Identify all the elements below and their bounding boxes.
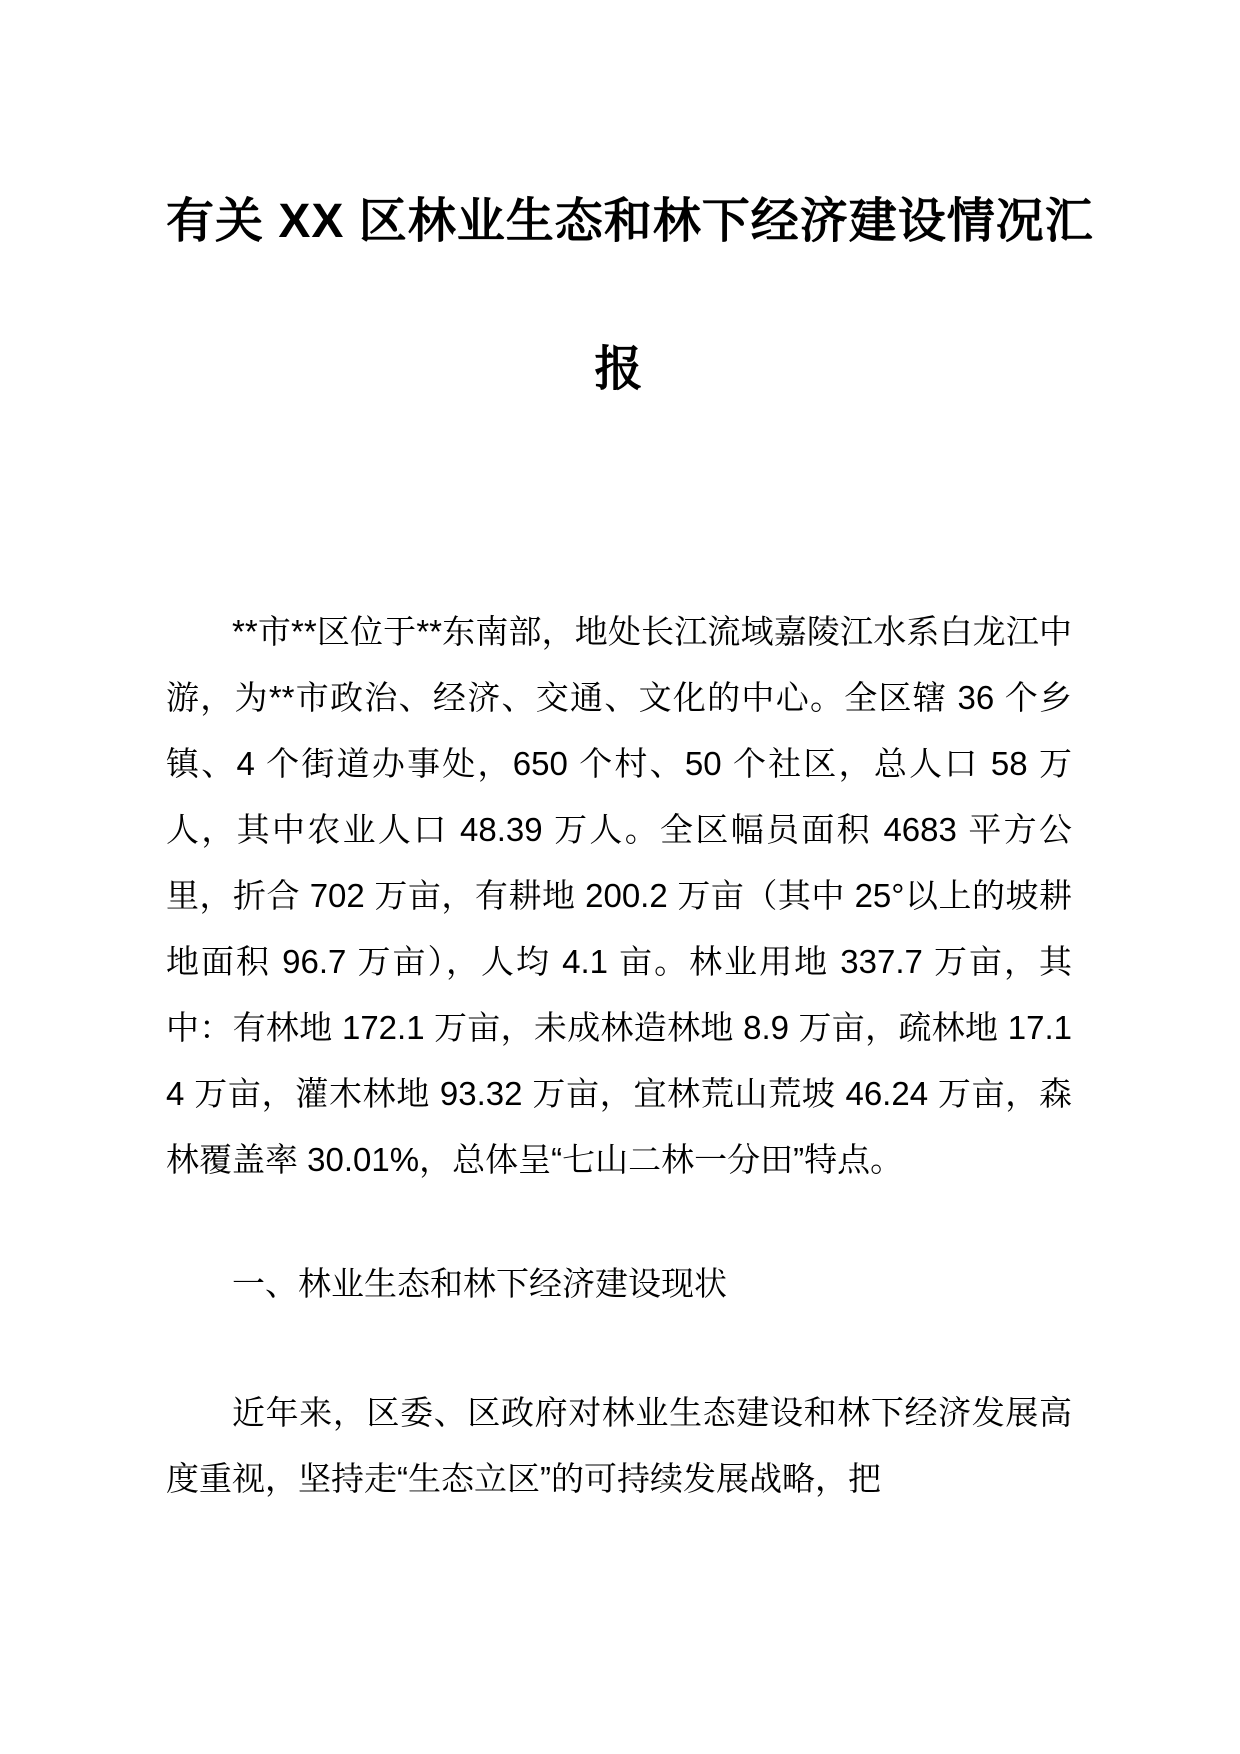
section-1-paragraph: 近年来，区委、区政府对林业生态建设和林下经济发展高度重视，坚持走“生态立区”的可持续发展战略，把 [166,1394,1072,1497]
document-title-line-2: 报 [594,343,644,396]
document-title-line-1: 有关 XX 区林业生态和林下经济建设情况汇 [166,195,1094,248]
document-content [0,148,1240,1512]
intro-paragraph: **市**区位于**东南部，地处长江流域嘉陵江水系白龙江中游，为**市政治、经济、交通、文化的中心。全区辖 36 个乡镇、4 个街道办事处，650 个村、50 个社区，总人口 58 万人，其中农业人口 48.39 万人。全区幅员面积 4683 平方公里，折合 702 万亩，有耕地 200.2 万亩（其中 25°以上的坡耕地面积 96.7 万亩），人均 4.1 亩。林业用地 337.7 万亩，其中：有林地 172.1 万亩，未成林造林地 8.9 万亩，疏林地 17.14 万亩，灌木林地 93.32 万亩，宜林荒山荒坡 46.24 万亩，森林覆盖率 30.01%，总体呈“七山二林一分田”特点。 [166,613,1072,1178]
document-title [166,148,1094,444]
section-1-heading: 一、林业生态和林下经济建设现状 [232,1265,727,1302]
